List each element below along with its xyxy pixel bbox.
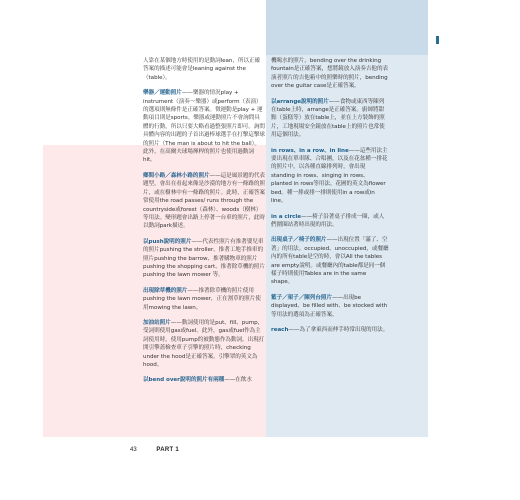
left-paragraph-4 [143, 238, 265, 280]
right-paragraph-2 [271, 98, 389, 140]
blue-header-strip [266, 0, 428, 55]
part-label: PART 1 [156, 447, 180, 453]
right-body-4: ——椅子沿著桌子排成一圈，或人們圍圈站著時出現的用法。 [271, 213, 385, 228]
right-body-2: ——食物或東西等陳列在table上時，arrange是正確答案。廚師將甜點（蛋糕等）放在table上，並在上方裝飾的照片，工地現場安全鏡放在table上的照片也常使用這個用法。 [271, 98, 385, 139]
left-heading-4: 以push說明的照片 [143, 238, 192, 245]
right-paragraph-5 [271, 236, 389, 286]
chapter-tab-marker [436, 36, 439, 44]
right-paragraph-7 [271, 326, 389, 334]
right-body-6: ——出現be displayed、be filled with、be stocked with等用法的選項為正確答案。 [271, 294, 388, 318]
right-body-5: ——出現位置「滿了、空著」的用法。occupied、unoccupied，或餐廳內的所有table是空的時，會以All the tables are empty說明。或餐廳內的table都是同一個樣子時則使用Tables are in the same shape。 [271, 237, 389, 286]
left-text-column [143, 57, 265, 392]
page-number: 43 [130, 447, 137, 453]
left-paragraph-7 [143, 376, 265, 384]
left-paragraph-2 [143, 89, 265, 165]
left-body-1: 人靠在某個地方時使用的是動詞lean，所以正確答案的描述可能會是leaning against the（table）。 [143, 58, 261, 81]
left-paragraph-6 [143, 319, 265, 369]
left-heading-7: 以bend over說明的照片有兩種 [143, 377, 225, 384]
right-body-7: ——為了拿東西而伸手時常出現的用法。 [288, 326, 389, 333]
left-paragraph-1 [143, 57, 265, 82]
left-heading-3: 鄉間小路／森林小路的照片 [143, 172, 210, 179]
left-paragraph-5 [143, 287, 265, 312]
right-paragraph-4 [271, 213, 389, 230]
left-paragraph-3 [143, 172, 265, 231]
left-body-6: ——動詞使用的是put、fill、pump，受詞則使用gas或fuel。此外，gas或fuel作為主詞使用時，使用pump的被動態作為動詞。出現打開引擎蓋檢查車子引擎的照片時，checking under the hood是正確答案。引擎罩的英文為hood。 [143, 319, 265, 368]
right-paragraph-1 [271, 57, 389, 91]
right-heading-7: reach [271, 326, 289, 333]
right-heading-6: 籃子／架子／陳列台照片 [271, 294, 332, 301]
left-body-7: ——在飲水 [224, 377, 252, 384]
left-body-5: ——推著除草機的照片使用pushing the lawn mower，正在割草的照片使用mowing the lawn。 [143, 287, 261, 311]
left-body-2: ——樂器的情況play + instrument（演奏～樂器）或perform（表演）的選項則無條件是正確答案。徵運動是play + 運動項目則是sports。樂器或運動照片不會詢問具體的行動，所以只要大略看過整張照片即可。詢問具體內容的出題的子首出過棒球選手在打擊這擊球的照片（The man is about to hit the ball）。此外，在高爾夫球場揮桿的照片也使用過動詞hit。 [143, 90, 265, 164]
right-heading-2: 以arrange說明的照片 [271, 98, 329, 105]
right-heading-3: in rows、in a row、in line [271, 147, 349, 154]
left-heading-2: 樂器／運動照片 [143, 90, 182, 97]
right-paragraph-3 [271, 147, 389, 206]
left-body-3: ——這是風景題的代表題型，會出在看起來像是沙漠的地方有一條路的照片，或在樹林中有一條路的照片。此時，正確答案常使用the road passes/ runs through the countryside或forest（森林）、woods（樹林）等用法。變形題會出路上停著一台車的照片，此時以動詞park描述。 [143, 172, 265, 230]
right-text-column [271, 57, 389, 341]
left-heading-6: 加油站照片 [143, 319, 171, 326]
right-heading-5: 出現桌子／椅子的照片 [271, 237, 327, 244]
page-footer [130, 447, 179, 453]
right-body-3: ——這些用法主要出現在單車隊、合唱團，以及在花盆種一排花的照片中，以各種直線排列時，會出現standing in rows、singing in rows、planted in rows等用法。花圃的英文為flower bed。種一排或排一排則使用in a row或in line。 [271, 147, 388, 205]
left-heading-5: 出現除草機的照片 [143, 287, 188, 294]
right-body-1: 機喝水的照片，bending over the drinking fountain是正確答案，想將鏡放入演奏吉他的表演者照片的吉他箱中的照樂時的照片，bending over the guitar case是正確答案。 [271, 58, 389, 90]
right-paragraph-6 [271, 294, 389, 319]
left-body-4: ——代表性照片有推著嬰兒車的照片pushing the stroller、推著工地手推車的照片pushing the barrow、推著購物車的照片pushing the shopping cart、推著除草機的照片pushing the lawn mower 等。 [143, 238, 265, 279]
right-heading-4: in a circle [271, 213, 302, 220]
